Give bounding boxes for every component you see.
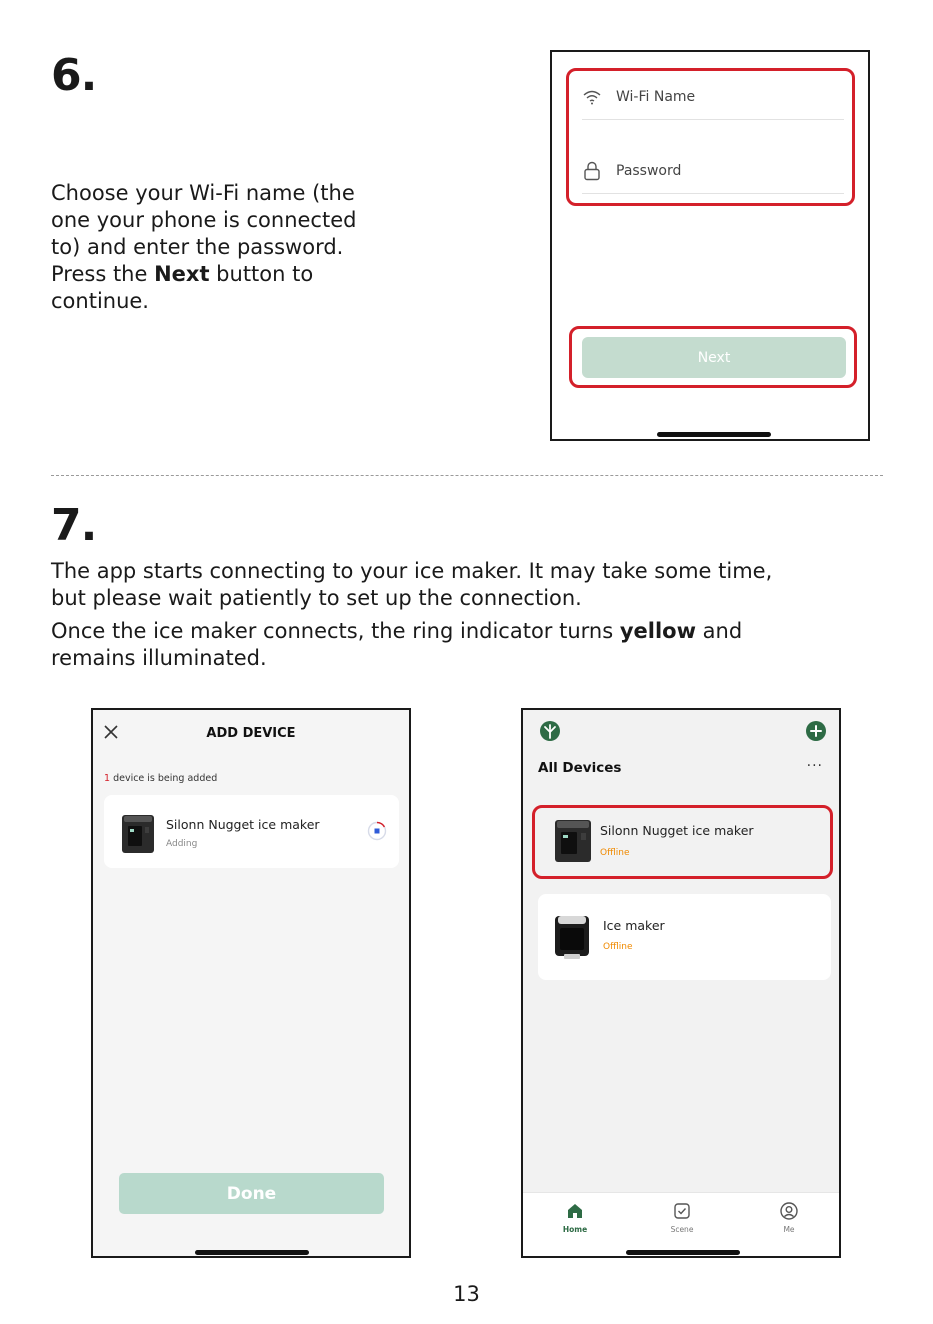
add-device-icon[interactable]: [805, 720, 827, 742]
adding-device-name: Silonn Nugget ice maker: [166, 817, 320, 832]
step-7-line-1: The app starts connecting to your ice maker. It may take some time,: [51, 559, 773, 583]
device-card[interactable]: [537, 810, 828, 874]
step-6-instructions: [51, 180, 431, 315]
adding-device-card[interactable]: [104, 795, 399, 868]
adding-count-text: [104, 773, 217, 784]
all-devices-heading: All Devices: [538, 760, 622, 776]
step-6-number: 6.: [51, 50, 97, 101]
wifi-name-label: Wi-Fi Name: [616, 88, 696, 105]
next-button[interactable]: Next: [582, 337, 846, 378]
ring-suffix: and: [696, 619, 743, 643]
home-indicator: [657, 432, 771, 437]
section-divider: [51, 475, 883, 476]
step-7-line-4: remains illuminated.: [51, 646, 267, 670]
press-suffix: button to: [209, 262, 314, 286]
ice-maker-thumbnail: [120, 813, 156, 855]
step-7-number: 7.: [51, 500, 97, 551]
home-indicator: [195, 1250, 309, 1255]
device-status: Offline: [603, 942, 633, 952]
tab-home-label: Home: [562, 1225, 588, 1234]
adding-status: Adding: [166, 839, 198, 849]
add-device-title: ADD DEVICE: [206, 726, 296, 741]
password-field[interactable]: [582, 148, 844, 194]
done-button[interactable]: Done: [119, 1173, 384, 1214]
progress-spinner-icon: [367, 821, 387, 841]
lock-icon: [582, 161, 602, 181]
press-prefix: Press the: [51, 262, 155, 286]
more-options-icon[interactable]: ···: [806, 758, 823, 774]
next-emphasis: Next: [154, 262, 210, 286]
step-6-line-5: continue.: [51, 289, 149, 313]
wifi-icon: [582, 87, 602, 107]
step-7-line-3: [51, 618, 901, 645]
step-7-instructions: [51, 558, 901, 672]
add-device-screen: [91, 708, 411, 1258]
home-icon: [565, 1201, 585, 1221]
page-number: 13: [453, 1282, 480, 1306]
ice-maker-thumbnail: [552, 914, 592, 960]
yellow-emphasis: yellow: [619, 619, 696, 643]
home-devices-screen: [521, 708, 841, 1258]
step-6-line-1: Choose your Wi-Fi name (the: [51, 181, 355, 205]
wifi-setup-screen: [550, 50, 870, 441]
profile-icon: [779, 1201, 799, 1221]
step-6-line-2: one your phone is connected: [51, 208, 357, 232]
adding-subtitle: device is being added: [110, 773, 218, 784]
tab-me[interactable]: [759, 1201, 819, 1234]
ring-prefix: Once the ice maker connects, the ring indicator turns: [51, 619, 620, 643]
tab-home[interactable]: [545, 1201, 605, 1234]
tab-scene[interactable]: [652, 1201, 712, 1234]
ice-maker-thumbnail: [553, 818, 593, 864]
app-logo-icon: [539, 720, 561, 742]
tab-me-label: Me: [783, 1225, 795, 1234]
device-name: Silonn Nugget ice maker: [600, 823, 754, 838]
device-name: Ice maker: [603, 918, 665, 933]
step-6-line-3: to) and enter the password.: [51, 235, 344, 259]
step-7-line-2: but please wait patiently to set up the connection.: [51, 586, 582, 610]
tab-scene-label: Scene: [670, 1225, 694, 1234]
device-status: Offline: [600, 848, 630, 858]
bottom-tab-bar: [523, 1192, 839, 1258]
home-indicator: [626, 1250, 740, 1255]
wifi-name-field[interactable]: [582, 74, 844, 120]
password-label: Password: [616, 162, 682, 179]
adding-count: 1: [104, 773, 111, 784]
device-card[interactable]: [538, 894, 831, 980]
step-6-line-4: [51, 261, 431, 288]
scene-icon: [672, 1201, 692, 1221]
